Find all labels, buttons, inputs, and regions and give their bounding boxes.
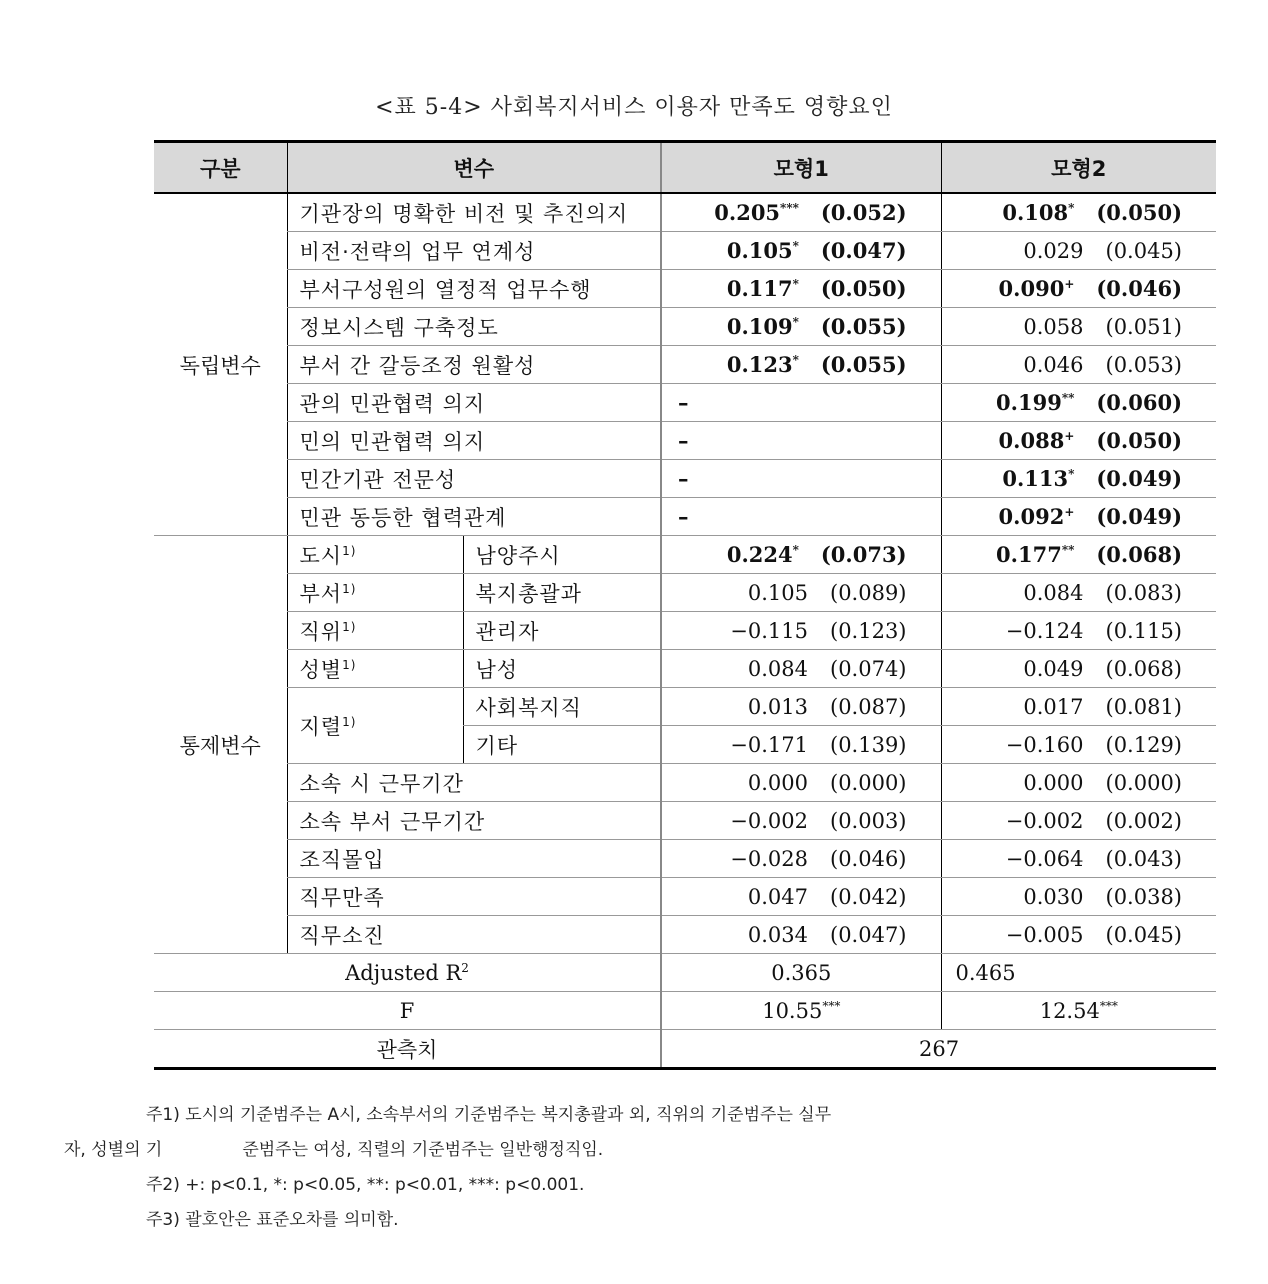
- dummy-category: 남양주시: [463, 536, 661, 574]
- model2-cell: 0.108* (0.050): [941, 193, 1216, 232]
- dummy-category: 관리자: [463, 612, 661, 650]
- model1-cell-empty: –: [661, 422, 941, 460]
- table-row: [154, 498, 1216, 536]
- variable-label: 비전·전략의 업무 연계성: [287, 232, 661, 270]
- variable-label: 관의 민관협력 의지: [287, 384, 661, 422]
- table-row: [154, 384, 1216, 422]
- table-body: [154, 193, 1216, 1069]
- model1-cell: 0.109* (0.055): [661, 308, 941, 346]
- model1-cell: −0.171 (0.139): [661, 726, 941, 764]
- model1-cell: −0.028 (0.046): [661, 840, 941, 878]
- table-row: [154, 536, 1216, 574]
- dummy-category: 복지총괄과: [463, 574, 661, 612]
- header-model2: 모형2: [941, 142, 1216, 194]
- dummy-category: 남성: [463, 650, 661, 688]
- table-row: [154, 650, 1216, 688]
- variable-label: 부서 간 갈등조정 원활성: [287, 346, 661, 384]
- model1-cell: 0.000 (0.000): [661, 764, 941, 802]
- model1-cell: 0.105 (0.089): [661, 574, 941, 612]
- variable-label: 직무만족: [287, 878, 661, 916]
- table-row: [154, 612, 1216, 650]
- header-group: 구분: [154, 142, 287, 194]
- model1-cell: 0.205*** (0.052): [661, 193, 941, 232]
- observations-label: 관측치: [154, 1030, 661, 1069]
- observations-value: 267: [661, 1030, 1216, 1069]
- table-row: [154, 840, 1216, 878]
- variable-label: 직무소진: [287, 916, 661, 954]
- model1-cell: 0.034 (0.047): [661, 916, 941, 954]
- dummy-variable: 부서$^{1)}$: [287, 574, 463, 612]
- model2-cell: 0.084 (0.083): [941, 574, 1216, 612]
- header-row: [154, 142, 1216, 194]
- observations-row: [154, 1030, 1216, 1069]
- model2-cell: 0.000 (0.000): [941, 764, 1216, 802]
- model2-cell: 0.029 (0.045): [941, 232, 1216, 270]
- group-control: 통제변수: [154, 536, 287, 954]
- model1-cell-empty: –: [661, 498, 941, 536]
- model1-cell: −0.115 (0.123): [661, 612, 941, 650]
- variable-label: 정보시스템 구축정도: [287, 308, 661, 346]
- variable-label: 조직몰입: [287, 840, 661, 878]
- variable-label: 민관 동등한 협력관계: [287, 498, 661, 536]
- variable-label: 민의 민관협력 의지: [287, 422, 661, 460]
- model2-cell: −0.005 (0.045): [941, 916, 1216, 954]
- note-2: 주2) +: p<0.1, *: p<0.05, **: p<0.01, ***: p<0.001.: [146, 1175, 585, 1195]
- dummy-variable: 성별$^{1)}$: [287, 650, 463, 688]
- model2-cell: 0.177** (0.068): [941, 536, 1216, 574]
- adjusted-r2-model2: 0.465: [941, 954, 1216, 992]
- model2-cell: 0.058 (0.051): [941, 308, 1216, 346]
- variable-label: 소속 부서 근무기간: [287, 802, 661, 840]
- model2-cell: 0.090+ (0.046): [941, 270, 1216, 308]
- adjusted-r2-model1: 0.365: [661, 954, 941, 992]
- model1-cell: 0.013 (0.087): [661, 688, 941, 726]
- model1-cell-empty: –: [661, 384, 941, 422]
- group-independent: 독립변수: [154, 193, 287, 536]
- dummy-variable: 직위$^{1)}$: [287, 612, 463, 650]
- table-row: [154, 460, 1216, 498]
- adjusted-r2-label: Adjusted $R^2$: [154, 954, 661, 992]
- note-1-line-2: 자, 성별의 기 준범주는 여성, 직렬의 기준범주는 일반행정직임.: [64, 1140, 604, 1160]
- dummy-variable: 도시$^{1)}$: [287, 536, 463, 574]
- variable-label: 민간기관 전문성: [287, 460, 661, 498]
- dummy-variable: 지렬$^{1)}$: [287, 688, 463, 764]
- table-row: [154, 916, 1216, 954]
- table-row: [154, 232, 1216, 270]
- model2-cell: 0.046 (0.053): [941, 346, 1216, 384]
- note-1-line-1: 주1) 도시의 기준범주는 A시, 소속부서의 기준범주는 복지총괄과 외, 직위의 기준범주는 실무: [146, 1105, 832, 1125]
- model1-cell: 0.047 (0.042): [661, 878, 941, 916]
- f-stat-row: [154, 992, 1216, 1030]
- model2-cell: 0.199** (0.060): [941, 384, 1216, 422]
- model2-cell: −0.002 (0.002): [941, 802, 1216, 840]
- model2-cell: −0.160 (0.129): [941, 726, 1216, 764]
- model1-cell: −0.002 (0.003): [661, 802, 941, 840]
- table-caption: <표 5-4> 사회복지서비스 이용자 만족도 영향요인: [375, 95, 893, 120]
- table-row: [154, 193, 1216, 232]
- variable-label: 부서구성원의 열정적 업무수행: [287, 270, 661, 308]
- table-notes: [64, 1098, 1164, 1238]
- model1-cell: 0.084 (0.074): [661, 650, 941, 688]
- model2-cell: 0.049 (0.068): [941, 650, 1216, 688]
- model2-cell: 0.030 (0.038): [941, 878, 1216, 916]
- note-3: 주3) 괄호안은 표준오차를 의미함.: [146, 1210, 399, 1230]
- f-stat-label: F: [154, 992, 661, 1030]
- model1-cell: 0.117* (0.050): [661, 270, 941, 308]
- f-stat-model2: 12.54***: [941, 992, 1216, 1030]
- adjusted-r2-row: [154, 954, 1216, 992]
- table-row: [154, 270, 1216, 308]
- table-row: [154, 574, 1216, 612]
- model2-cell: 0.017 (0.081): [941, 688, 1216, 726]
- model1-cell: 0.105* (0.047): [661, 232, 941, 270]
- model1-cell: 0.224* (0.073): [661, 536, 941, 574]
- model2-cell: −0.124 (0.115): [941, 612, 1216, 650]
- header-variable: 변수: [287, 142, 661, 194]
- dummy-category: 사회복지직: [463, 688, 661, 726]
- variable-label: 소속 시 근무기간: [287, 764, 661, 802]
- table-row: [154, 764, 1216, 802]
- table-row: [154, 878, 1216, 916]
- table-row: [154, 688, 1216, 726]
- regression-table: [154, 140, 1216, 1070]
- model1-cell-empty: –: [661, 460, 941, 498]
- table-row: [154, 308, 1216, 346]
- model2-cell: −0.064 (0.043): [941, 840, 1216, 878]
- table-row: [154, 422, 1216, 460]
- variable-label: 기관장의 명확한 비전 및 추진의지: [287, 193, 661, 232]
- table-row: [154, 346, 1216, 384]
- model2-cell: 0.088+ (0.050): [941, 422, 1216, 460]
- model2-cell: 0.113* (0.049): [941, 460, 1216, 498]
- dummy-category: 기타: [463, 726, 661, 764]
- model1-cell: 0.123* (0.055): [661, 346, 941, 384]
- f-stat-model1: 10.55***: [661, 992, 941, 1030]
- model2-cell: 0.092+ (0.049): [941, 498, 1216, 536]
- header-model1: 모형1: [661, 142, 941, 194]
- table-row: [154, 802, 1216, 840]
